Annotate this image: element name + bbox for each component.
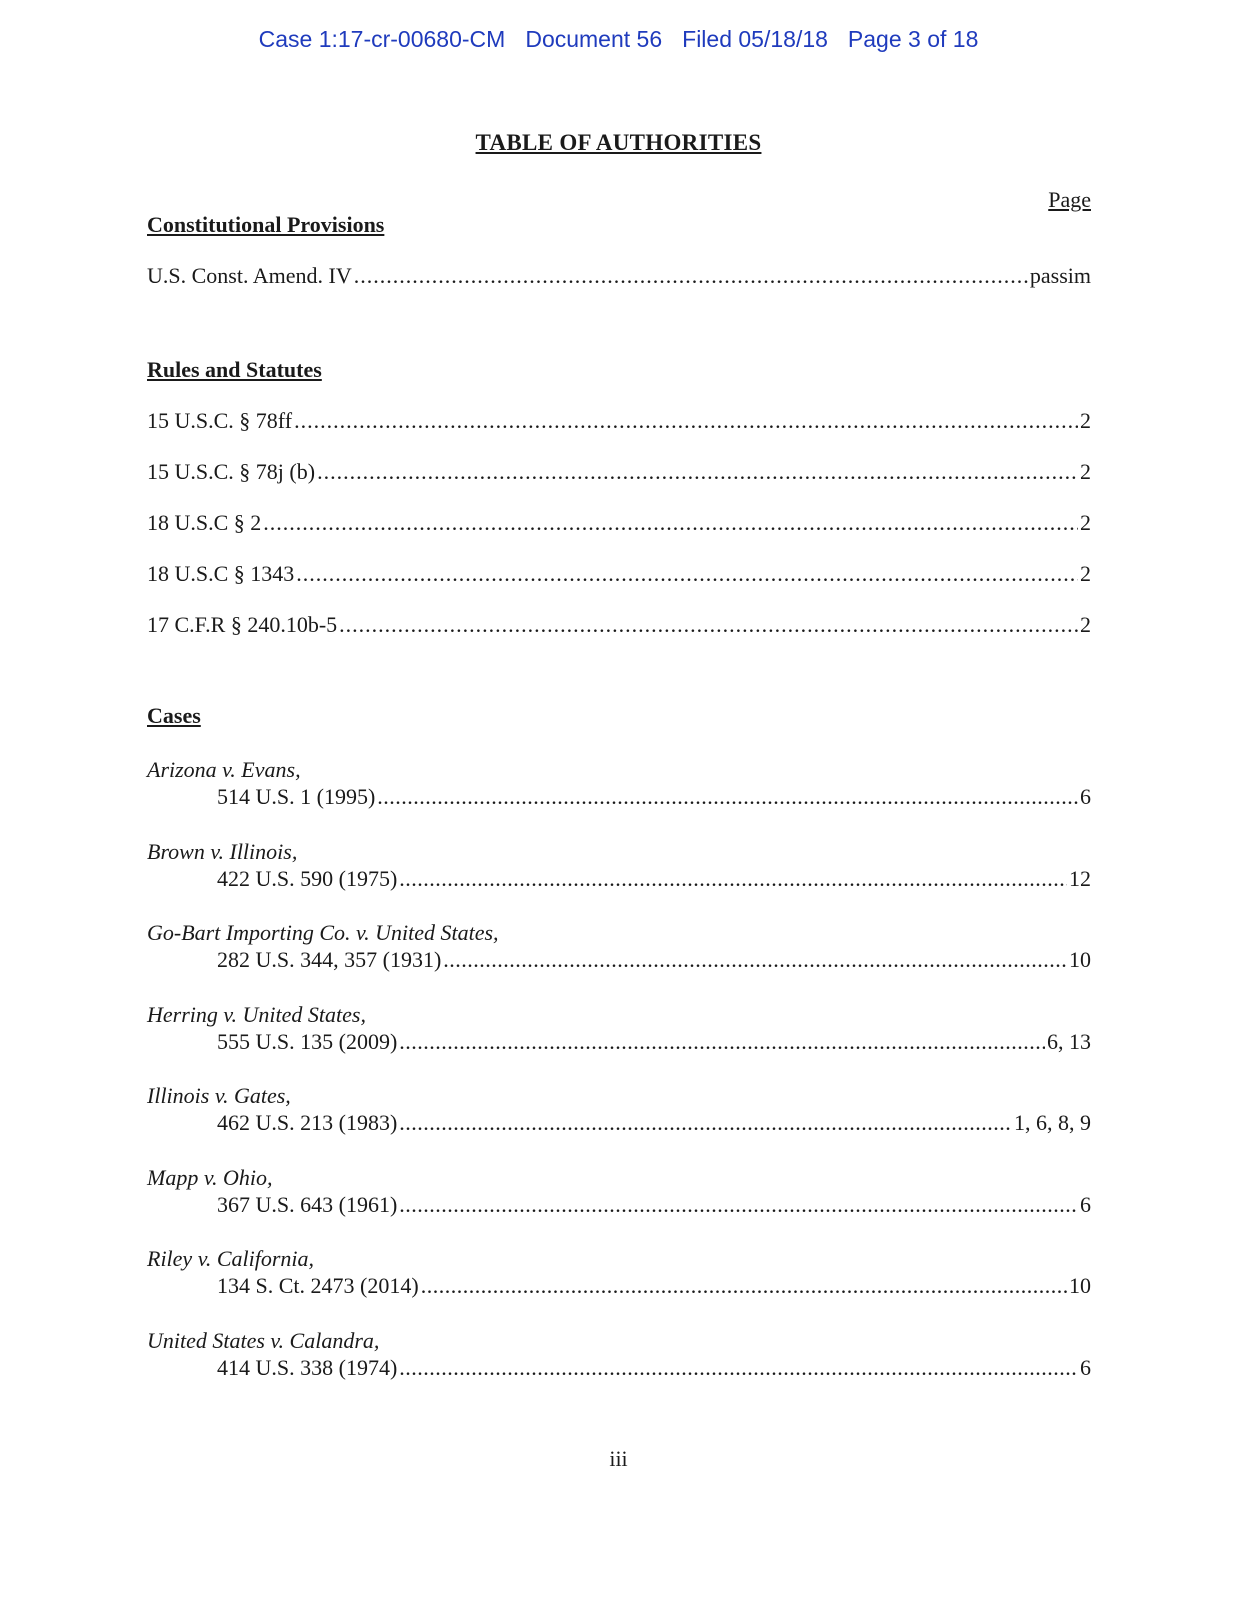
case-citation — [217, 1110, 1091, 1136]
entry-cite: 17 C.F.R § 240.10b-5 — [147, 612, 338, 637]
entry-pages: 12 — [1069, 866, 1091, 891]
section-heading-constitutional: Constitutional Provisions — [147, 212, 385, 237]
entry-pages: 6 — [1080, 1192, 1091, 1217]
case-number: Case 1:17-cr-00680-CM — [258, 26, 506, 52]
entry-cite: 414 U.S. 338 (1974) — [217, 1355, 398, 1380]
entry-cite: 367 U.S. 643 (1961) — [217, 1192, 398, 1217]
case-citation — [217, 1355, 1091, 1381]
entry-pages: 10 — [1069, 947, 1091, 972]
entry-pages: 6 — [1080, 1355, 1091, 1380]
entry-cite: 15 U.S.C. § 78ff — [147, 408, 293, 433]
case-citation — [217, 866, 1091, 892]
toa-entry — [147, 459, 1091, 485]
ecf-header — [0, 26, 1237, 53]
document-number: Document 56 — [525, 26, 663, 52]
dot-leader — [399, 866, 1067, 892]
toa-entry — [147, 612, 1091, 638]
entry-pages: passim — [1029, 263, 1091, 288]
entry-cite: 15 U.S.C. § 78j (b) — [147, 459, 316, 484]
toa-entry — [147, 561, 1091, 587]
page-column-label: Page — [1048, 187, 1091, 212]
entry-cite: 462 U.S. 213 (1983) — [217, 1110, 398, 1135]
case-name: United States v. Calandra, — [147, 1328, 380, 1353]
dot-leader — [399, 1110, 1012, 1136]
case-name: Arizona v. Evans, — [147, 757, 301, 782]
page-title: TABLE OF AUTHORITIES — [475, 130, 762, 155]
entry-cite: 514 U.S. 1 (1995) — [217, 784, 376, 809]
page-number: iii — [609, 1446, 628, 1471]
dot-leader — [354, 263, 1028, 289]
entry-pages: 2 — [1080, 561, 1091, 586]
dot-leader — [399, 1355, 1078, 1381]
case-name: Herring v. United States, — [147, 1002, 366, 1027]
entry-cite: 555 U.S. 135 (2009) — [217, 1029, 398, 1054]
entry-cite: 282 U.S. 344, 357 (1931) — [217, 947, 442, 972]
dot-leader — [399, 1029, 1045, 1055]
toa-entry — [147, 263, 1091, 289]
case-name: Mapp v. Ohio, — [147, 1165, 273, 1190]
entry-cite: 422 U.S. 590 (1975) — [217, 866, 398, 891]
dot-leader — [399, 1192, 1078, 1218]
dot-leader — [421, 1273, 1067, 1299]
entry-pages: 2 — [1080, 459, 1091, 484]
dot-leader — [296, 561, 1078, 587]
case-citation — [217, 1273, 1091, 1299]
case-citation — [217, 947, 1091, 973]
entry-pages: 2 — [1080, 408, 1091, 433]
case-name: Riley v. California, — [147, 1246, 315, 1271]
entry-pages: 2 — [1080, 612, 1091, 637]
filed-date: Filed 05/18/18 — [682, 26, 828, 52]
case-name: Illinois v. Gates, — [147, 1083, 291, 1108]
dot-leader — [263, 510, 1078, 536]
entry-pages: 6 — [1080, 784, 1091, 809]
dot-leader — [317, 459, 1078, 485]
entry-cite: U.S. Const. Amend. IV — [147, 263, 352, 288]
toa-entry — [147, 408, 1091, 434]
dot-leader — [294, 408, 1078, 434]
entry-cite: 134 S. Ct. 2473 (2014) — [217, 1273, 419, 1298]
case-citation — [217, 1192, 1091, 1218]
case-citation — [217, 1029, 1091, 1055]
entry-cite: 18 U.S.C § 2 — [147, 510, 262, 535]
dot-leader — [443, 947, 1067, 973]
case-name: Go-Bart Importing Co. v. United States, — [147, 920, 499, 945]
section-heading-rules: Rules and Statutes — [147, 357, 322, 382]
section-heading-cases: Cases — [147, 703, 201, 728]
entry-pages: 2 — [1080, 510, 1091, 535]
entry-cite: 18 U.S.C § 1343 — [147, 561, 295, 586]
entry-pages: 10 — [1069, 1273, 1091, 1298]
dot-leader — [377, 784, 1078, 810]
case-citation — [217, 784, 1091, 810]
page-count: Page 3 of 18 — [847, 26, 979, 52]
dot-leader — [339, 612, 1078, 638]
toa-entry — [147, 510, 1091, 536]
entry-pages: 6, 13 — [1047, 1029, 1091, 1054]
case-name: Brown v. Illinois, — [147, 839, 298, 864]
entry-pages: 1, 6, 8, 9 — [1014, 1110, 1091, 1135]
